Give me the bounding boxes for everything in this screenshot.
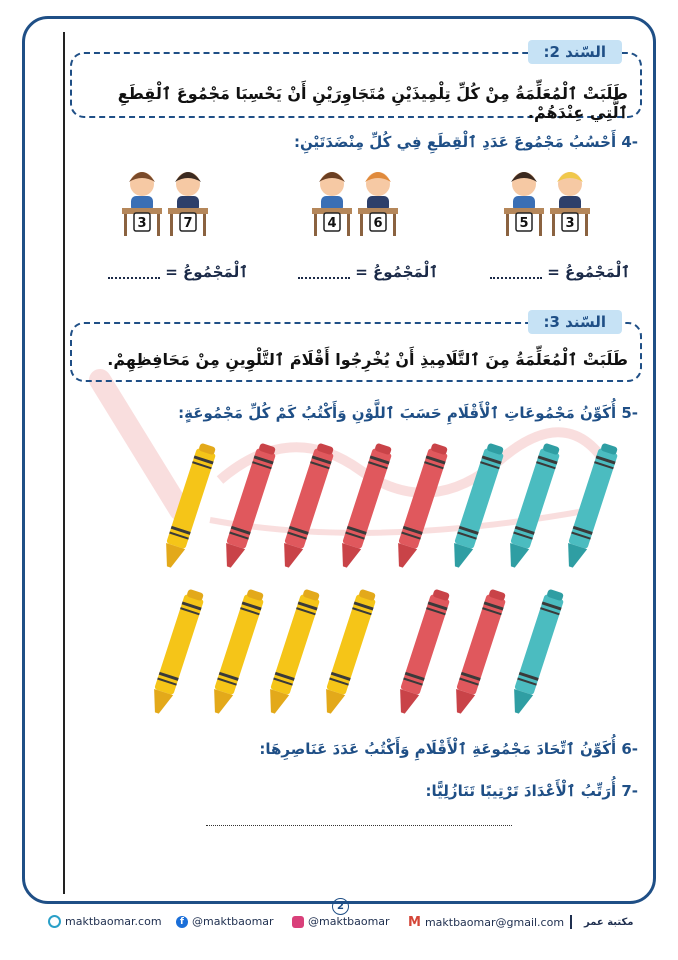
number-card-value: 3 — [565, 216, 575, 231]
sum-label-2: ٱلْمَجْمُوعُ = — [355, 263, 439, 281]
crayon-teal — [503, 442, 562, 570]
crayon-yellow — [147, 588, 206, 716]
question-5-text: أُكَوِّنُ مَجْمُوعَاتِ ٱلْأَقْلَامِ حَسَبَ ٱللَّوْنِ وَأَكْتُبُ كَمْ كُلِّ مَجْمُوعَةٍ: — [178, 404, 617, 422]
footer-email[interactable] — [408, 915, 564, 930]
footer-logo-text: مكتبة عمر — [584, 916, 634, 928]
footer-facebook[interactable] — [176, 915, 274, 928]
crayon-teal — [447, 442, 506, 570]
gmail-icon: M — [408, 915, 421, 930]
footer-facebook-text: @maktbaomar — [192, 915, 274, 928]
page-number: 2 — [332, 898, 349, 915]
sanad-3-label: السّند 3: — [528, 310, 623, 334]
sanad-3-text: طَلَبَتْ ٱلْمُعَلِّمَةُ مِنَ ٱلتَّلَامِيذِ أَنْ يُخْرِجُوا أَقْلَامَ ٱلتَّلْوِينِ مِنْ مَحَافِظِهِمْ. — [107, 350, 628, 369]
crayon-yellow — [159, 442, 218, 570]
question-4-text: أَحْسُبُ مَجْمُوعَ عَدَدِ ٱلْقِطَعِ فِي كُلِّ مِنْضَدَتَيْنِ: — [293, 133, 617, 151]
footer-instagram-text: @maktbaomar — [308, 915, 390, 928]
answer-line-q7[interactable] — [206, 825, 512, 826]
footer — [48, 915, 638, 935]
crayon-red — [449, 588, 508, 716]
crayon-red — [391, 442, 450, 570]
footer-website-text: maktbaomar.com — [65, 915, 162, 928]
question-5-number: -5 — [621, 404, 638, 422]
crayon-red — [277, 442, 336, 570]
crayon-red — [219, 442, 278, 570]
crayon-red — [393, 588, 452, 716]
question-7-text: أُرَتِّبُ ٱلْأَعْدَادَ تَرْتِيبًا تَنَازُلِيًّا: — [425, 782, 617, 800]
sanad-2-label: السّند 2: — [528, 40, 623, 64]
footer-instagram[interactable] — [292, 915, 390, 928]
instagram-icon — [292, 916, 304, 928]
number-card-value: 4 — [327, 216, 337, 231]
footer-website[interactable] — [48, 915, 162, 928]
crayon-teal — [561, 442, 620, 570]
globe-icon — [48, 915, 61, 928]
question-4-number: -4 — [621, 133, 638, 151]
question-7-number: -7 — [621, 782, 638, 800]
crayon-yellow — [263, 588, 322, 716]
number-card-value: 6 — [373, 216, 383, 231]
sum-label-1: ٱلْمَجْمُوعُ = — [165, 263, 249, 281]
facebook-icon: f — [176, 916, 188, 928]
crayon-teal — [507, 588, 566, 716]
crayon-yellow — [207, 588, 266, 716]
number-card-value: 5 — [519, 216, 529, 231]
footer-logo — [570, 915, 633, 929]
sanad-2-text: طَلَبَتْ ٱلْمُعَلِّمَةُ مِنْ كُلِّ تِلْمِيذَيْنِ مُتَجَاوِرَيْنِ أَنْ يَحْسِبَا مَجْمُوعَ ٱلْقِطَعِ ٱلَّتِي عِنْدَهُمْ. — [117, 84, 628, 122]
question-7 — [426, 782, 638, 800]
question-6 — [259, 740, 638, 758]
footer-divider — [570, 915, 572, 929]
number-card-value: 3 — [137, 216, 147, 231]
crayon-red — [335, 442, 394, 570]
crayon-yellow — [319, 588, 378, 716]
footer-email-text: maktbaomar@gmail.com — [424, 916, 565, 929]
number-card-value: 7 — [183, 216, 193, 231]
question-6-text: أُكَوِّنُ ٱتِّحَادَ مَجْمُوعَةِ ٱلْأَقْلَامِ وَأَكْتُبُ عَدَدَ عَنَاصِرِهَا: — [259, 740, 617, 758]
question-6-number: -6 — [621, 740, 638, 758]
sum-label-3: ٱلْمَجْمُوعُ = — [547, 263, 631, 281]
